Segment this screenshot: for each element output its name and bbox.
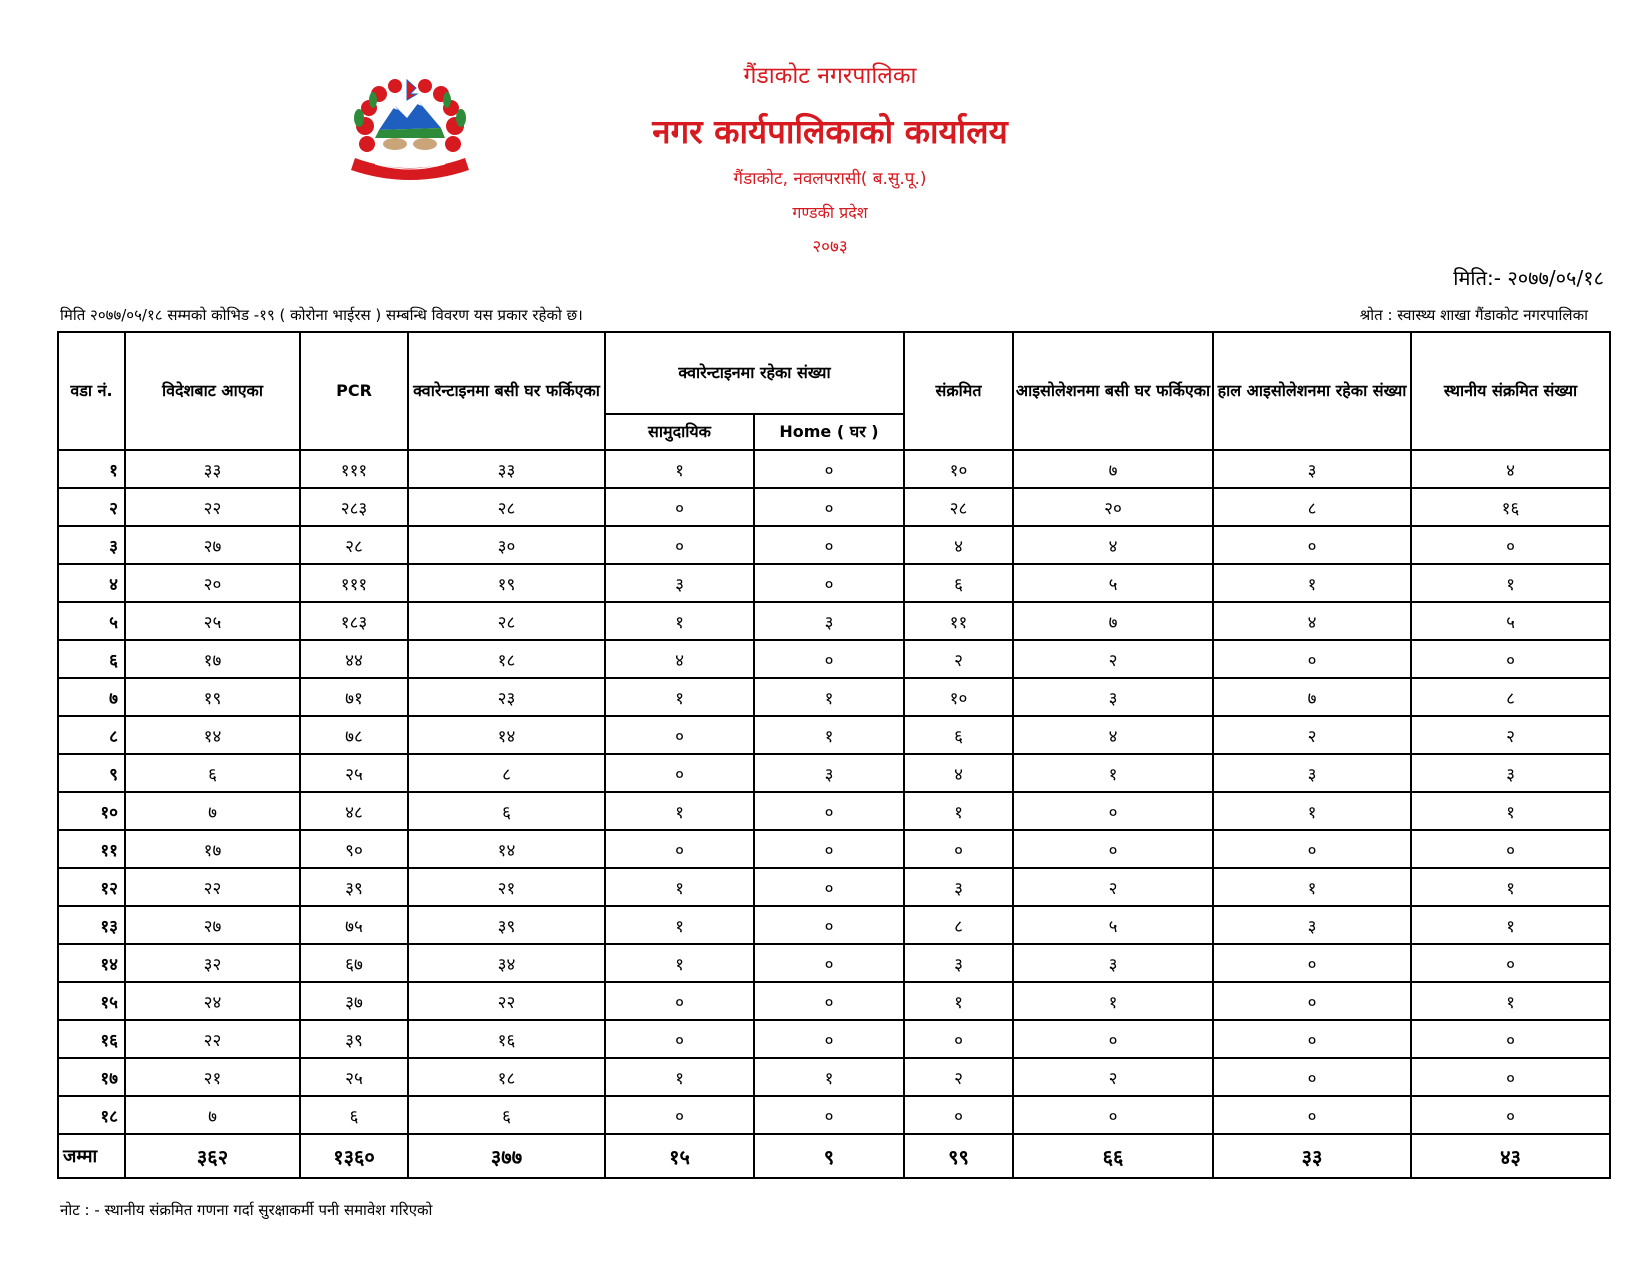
table-cell: १८३ bbox=[300, 602, 408, 640]
table-cell: १ bbox=[1013, 754, 1213, 792]
table-cell: ७ bbox=[125, 1096, 300, 1134]
table-cell: ३९ bbox=[300, 868, 408, 906]
office-address: गैंडाकोट, नवलपरासी( ब.सु.पू.) bbox=[733, 169, 927, 189]
total-cell: ३७७ bbox=[408, 1134, 605, 1178]
ward-number-cell: १४ bbox=[58, 944, 125, 982]
table-cell: ० bbox=[1213, 526, 1411, 564]
table-cell: ० bbox=[605, 1096, 754, 1134]
footnote: नोट : - स्थानीय संक्रमित गणना गर्दा सुरक्षाकर्मी पनी समावेश गरिएको bbox=[60, 1201, 433, 1219]
table-cell: ९० bbox=[300, 830, 408, 868]
table-cell: ० bbox=[754, 640, 904, 678]
ward-number-cell: ४ bbox=[58, 564, 125, 602]
document-date: मिति:- २०७७/०५/१८ bbox=[1453, 266, 1604, 290]
table-cell: २ bbox=[1213, 716, 1411, 754]
nepal-emblem-icon bbox=[345, 78, 475, 184]
table-cell: ४४ bbox=[300, 640, 408, 678]
table-cell: २४ bbox=[125, 982, 300, 1020]
table-row bbox=[58, 488, 1610, 526]
table-cell: ० bbox=[1411, 640, 1610, 678]
table-cell: ० bbox=[1013, 1096, 1213, 1134]
table-row bbox=[58, 678, 1610, 716]
table-cell: ० bbox=[1411, 944, 1610, 982]
office-title: नगर कार्यपालिकाको कार्यालय bbox=[652, 112, 1008, 151]
source-text: श्रोत : स्वास्थ्य शाखा गैंडाकोट नगरपालिका bbox=[1359, 306, 1588, 324]
table-cell: १ bbox=[904, 982, 1013, 1020]
table-cell: ० bbox=[754, 906, 904, 944]
table-cell: ० bbox=[754, 450, 904, 488]
table-cell: ४ bbox=[1013, 526, 1213, 564]
table-cell: ४ bbox=[904, 526, 1013, 564]
table-body bbox=[58, 450, 1610, 1178]
table-cell: २ bbox=[904, 1058, 1013, 1096]
table-cell: २ bbox=[1013, 868, 1213, 906]
table-cell: १ bbox=[605, 906, 754, 944]
table-cell: ६ bbox=[408, 792, 605, 830]
header-infected: संक्रमित bbox=[904, 332, 1013, 450]
total-cell: १३६० bbox=[300, 1134, 408, 1178]
table-cell: १४ bbox=[125, 716, 300, 754]
header-quarantine-returned: क्वारेन्टाइनमा बसी घर फर्किएका bbox=[408, 332, 605, 450]
table-cell: १ bbox=[904, 792, 1013, 830]
header-abroad: विदेशबाट आएका bbox=[125, 332, 300, 450]
table-cell: ० bbox=[605, 830, 754, 868]
table-cell: ७५ bbox=[300, 906, 408, 944]
table-row bbox=[58, 716, 1610, 754]
table-cell: १७ bbox=[125, 640, 300, 678]
table-cell: १ bbox=[1411, 906, 1610, 944]
table-cell: ० bbox=[904, 1096, 1013, 1134]
table-cell: ४ bbox=[1013, 716, 1213, 754]
table-row bbox=[58, 792, 1610, 830]
table-cell: १८ bbox=[408, 640, 605, 678]
table-cell: ० bbox=[754, 526, 904, 564]
table-cell: ७ bbox=[125, 792, 300, 830]
table-cell: १११ bbox=[300, 564, 408, 602]
table-cell: १ bbox=[1411, 792, 1610, 830]
table-cell: ३ bbox=[904, 868, 1013, 906]
ward-number-cell: १० bbox=[58, 792, 125, 830]
table-cell: २२ bbox=[408, 982, 605, 1020]
table-cell: ० bbox=[1213, 982, 1411, 1020]
table-row bbox=[58, 450, 1610, 488]
total-cell: ९ bbox=[754, 1134, 904, 1178]
table-cell: ० bbox=[605, 716, 754, 754]
ward-number-cell: १३ bbox=[58, 906, 125, 944]
table-cell: ३७ bbox=[300, 982, 408, 1020]
total-cell: ६६ bbox=[1013, 1134, 1213, 1178]
table-cell: १ bbox=[1213, 792, 1411, 830]
table-cell: १० bbox=[904, 450, 1013, 488]
table-cell: २ bbox=[904, 640, 1013, 678]
table-cell: २८ bbox=[408, 488, 605, 526]
table-cell: १६ bbox=[1411, 488, 1610, 526]
table-cell: २३ bbox=[408, 678, 605, 716]
table-cell: ७ bbox=[1013, 602, 1213, 640]
table-cell: ० bbox=[754, 488, 904, 526]
table-cell: ० bbox=[754, 868, 904, 906]
table-row bbox=[58, 944, 1610, 982]
table-cell: २७ bbox=[125, 906, 300, 944]
table-cell: २२ bbox=[125, 868, 300, 906]
table-cell: १ bbox=[1213, 868, 1411, 906]
table-cell: १ bbox=[754, 1058, 904, 1096]
table-cell: २७ bbox=[125, 526, 300, 564]
table-cell: ० bbox=[1213, 944, 1411, 982]
table-cell: ८ bbox=[1213, 488, 1411, 526]
table-cell: १ bbox=[754, 716, 904, 754]
ward-number-cell: ५ bbox=[58, 602, 125, 640]
table-cell: ० bbox=[754, 1096, 904, 1134]
table-cell: ५ bbox=[1013, 906, 1213, 944]
table-row bbox=[58, 1058, 1610, 1096]
table-cell: १ bbox=[605, 868, 754, 906]
header-in-quarantine: क्वारेन्टाइनमा रहेका संख्या bbox=[605, 332, 904, 414]
header-in-isolation: हाल आइसोलेशनमा रहेका संख्या bbox=[1213, 332, 1411, 450]
table-cell: १ bbox=[605, 944, 754, 982]
table-cell: ० bbox=[1411, 1058, 1610, 1096]
table-cell: २२ bbox=[125, 488, 300, 526]
table-cell: २० bbox=[1013, 488, 1213, 526]
table-cell: २१ bbox=[125, 1058, 300, 1096]
table-cell: १ bbox=[605, 678, 754, 716]
header-community: सामुदायिक bbox=[605, 414, 754, 450]
table-cell: ३९ bbox=[408, 906, 605, 944]
table-cell: ० bbox=[1411, 526, 1610, 564]
table-cell: ४ bbox=[904, 754, 1013, 792]
table-cell: ३ bbox=[1213, 754, 1411, 792]
table-cell: १ bbox=[605, 1058, 754, 1096]
table-cell: १ bbox=[605, 450, 754, 488]
table-cell: ३ bbox=[605, 564, 754, 602]
table-cell: ० bbox=[1213, 640, 1411, 678]
table-cell: ० bbox=[1213, 1096, 1411, 1134]
total-cell: ३३ bbox=[1213, 1134, 1411, 1178]
table-cell: १ bbox=[1411, 564, 1610, 602]
ward-number-cell: १६ bbox=[58, 1020, 125, 1058]
table-cell: २० bbox=[125, 564, 300, 602]
table-cell: १ bbox=[1213, 564, 1411, 602]
table-cell: १९ bbox=[408, 564, 605, 602]
table-cell: ४ bbox=[1411, 450, 1610, 488]
table-cell: ३ bbox=[754, 754, 904, 792]
municipality-name: गैंडाकोट नगरपालिका bbox=[743, 63, 917, 89]
table-cell: १ bbox=[754, 678, 904, 716]
table-cell: ३३ bbox=[408, 450, 605, 488]
table-cell: ० bbox=[605, 1020, 754, 1058]
ward-number-cell: ९ bbox=[58, 754, 125, 792]
table-cell: १११ bbox=[300, 450, 408, 488]
table-row bbox=[58, 868, 1610, 906]
total-cell: ९९ bbox=[904, 1134, 1013, 1178]
table-cell: ० bbox=[754, 792, 904, 830]
table-cell: ० bbox=[1013, 830, 1213, 868]
table-cell: ० bbox=[1213, 1058, 1411, 1096]
table-cell: १ bbox=[1411, 982, 1610, 1020]
table-cell: १ bbox=[605, 602, 754, 640]
ward-number-cell: १ bbox=[58, 450, 125, 488]
table-cell: १७ bbox=[125, 830, 300, 868]
total-row bbox=[58, 1134, 1610, 1178]
table-cell: ५ bbox=[1411, 602, 1610, 640]
table-cell: ० bbox=[1213, 1020, 1411, 1058]
table-cell: ७१ bbox=[300, 678, 408, 716]
table-row bbox=[58, 982, 1610, 1020]
table-cell: ५ bbox=[1013, 564, 1213, 602]
table-cell: ३ bbox=[904, 944, 1013, 982]
ward-number-cell: २ bbox=[58, 488, 125, 526]
table-cell: ० bbox=[1411, 1096, 1610, 1134]
table-cell: २ bbox=[1411, 716, 1610, 754]
table-row bbox=[58, 564, 1610, 602]
table-cell: ३ bbox=[1213, 906, 1411, 944]
table-cell: ० bbox=[605, 754, 754, 792]
table-cell: २८३ bbox=[300, 488, 408, 526]
table-cell: ६ bbox=[904, 716, 1013, 754]
table-cell: १८ bbox=[408, 1058, 605, 1096]
ward-number-cell: ३ bbox=[58, 526, 125, 564]
table-row bbox=[58, 526, 1610, 564]
establishment-year: २०७३ bbox=[812, 237, 848, 257]
table-cell: २५ bbox=[125, 602, 300, 640]
table-cell: ० bbox=[1213, 830, 1411, 868]
table-cell: ० bbox=[1411, 1020, 1610, 1058]
covid-summary-table bbox=[57, 331, 1611, 1179]
table-cell: १ bbox=[1013, 982, 1213, 1020]
ward-number-cell: १५ bbox=[58, 982, 125, 1020]
table-cell: १४ bbox=[408, 830, 605, 868]
ward-number-cell: १७ bbox=[58, 1058, 125, 1096]
table-cell: ३ bbox=[1213, 450, 1411, 488]
table-row bbox=[58, 830, 1610, 868]
table-cell: ३ bbox=[754, 602, 904, 640]
ward-number-cell: ११ bbox=[58, 830, 125, 868]
table-cell: ० bbox=[1013, 792, 1213, 830]
table-cell: ३० bbox=[408, 526, 605, 564]
table-cell: ४ bbox=[1213, 602, 1411, 640]
table-cell: ८ bbox=[904, 906, 1013, 944]
table-cell: ० bbox=[754, 830, 904, 868]
table-cell: ६ bbox=[300, 1096, 408, 1134]
table-cell: ० bbox=[754, 982, 904, 1020]
table-cell: ८ bbox=[1411, 678, 1610, 716]
total-label: जम्मा bbox=[58, 1134, 125, 1178]
province-name: गण्डकी प्रदेश bbox=[792, 203, 868, 222]
table-row bbox=[58, 1096, 1610, 1134]
ward-number-cell: १८ bbox=[58, 1096, 125, 1134]
total-cell: ३६२ bbox=[125, 1134, 300, 1178]
table-cell: ३२ bbox=[125, 944, 300, 982]
header-pcr: PCR bbox=[300, 332, 408, 450]
table-cell: २२ bbox=[125, 1020, 300, 1058]
ward-number-cell: १२ bbox=[58, 868, 125, 906]
table-cell: ६७ bbox=[300, 944, 408, 982]
table-cell: २८ bbox=[408, 602, 605, 640]
header-home: Home ( घर ) bbox=[754, 414, 904, 450]
table-cell: १ bbox=[1411, 868, 1610, 906]
table-row bbox=[58, 754, 1610, 792]
table-cell: १४ bbox=[408, 716, 605, 754]
table-cell: ० bbox=[605, 526, 754, 564]
table-cell: २५ bbox=[300, 754, 408, 792]
table-cell: ३३ bbox=[125, 450, 300, 488]
table-cell: ० bbox=[1013, 1020, 1213, 1058]
table-cell: ६ bbox=[408, 1096, 605, 1134]
table-cell: ० bbox=[904, 830, 1013, 868]
table-cell: ३९ bbox=[300, 1020, 408, 1058]
intro-text: मिति २०७७/०५/१८ सम्मको कोभिड -१९ ( कोरोना भाईरस ) सम्बन्धि विवरण यस प्रकार रहेको छ। bbox=[60, 306, 583, 324]
table-cell: २ bbox=[1013, 640, 1213, 678]
table-cell: ० bbox=[904, 1020, 1013, 1058]
table-cell: १ bbox=[605, 792, 754, 830]
table-cell: २८ bbox=[300, 526, 408, 564]
table-cell: ० bbox=[605, 488, 754, 526]
table-cell: ७८ bbox=[300, 716, 408, 754]
total-cell: १५ bbox=[605, 1134, 754, 1178]
table-cell: ७ bbox=[1213, 678, 1411, 716]
table-cell: ० bbox=[605, 982, 754, 1020]
table-cell: ७ bbox=[1013, 450, 1213, 488]
table-row bbox=[58, 906, 1610, 944]
table-cell: ४ bbox=[605, 640, 754, 678]
table-cell: ३४ bbox=[408, 944, 605, 982]
table-cell: २१ bbox=[408, 868, 605, 906]
table-cell: ० bbox=[754, 944, 904, 982]
table-cell: ६ bbox=[904, 564, 1013, 602]
header-isolation-returned: आइसोलेशनमा बसी घर फर्किएका bbox=[1013, 332, 1213, 450]
table-cell: ० bbox=[1411, 830, 1610, 868]
table-cell: ११ bbox=[904, 602, 1013, 640]
table-cell: ३ bbox=[1013, 944, 1213, 982]
table-cell: ४८ bbox=[300, 792, 408, 830]
header-ward: वडा नं. bbox=[58, 332, 125, 450]
ward-number-cell: ८ bbox=[58, 716, 125, 754]
table-cell: १६ bbox=[408, 1020, 605, 1058]
total-cell: ४३ bbox=[1411, 1134, 1610, 1178]
header-local-infected: स्थानीय संक्रमित संख्या bbox=[1411, 332, 1610, 450]
table-cell: १० bbox=[904, 678, 1013, 716]
table-cell: ३ bbox=[1411, 754, 1610, 792]
table-cell: १९ bbox=[125, 678, 300, 716]
table-row bbox=[58, 640, 1610, 678]
table-cell: २५ bbox=[300, 1058, 408, 1096]
ward-number-cell: ६ bbox=[58, 640, 125, 678]
table-cell: ६ bbox=[125, 754, 300, 792]
table-cell: ० bbox=[754, 564, 904, 602]
table-row bbox=[58, 602, 1610, 640]
table-row bbox=[58, 1020, 1610, 1058]
table-cell: ८ bbox=[408, 754, 605, 792]
table-cell: २८ bbox=[904, 488, 1013, 526]
table-cell: ३ bbox=[1013, 678, 1213, 716]
table-cell: २ bbox=[1013, 1058, 1213, 1096]
ward-number-cell: ७ bbox=[58, 678, 125, 716]
table-cell: ० bbox=[754, 1020, 904, 1058]
